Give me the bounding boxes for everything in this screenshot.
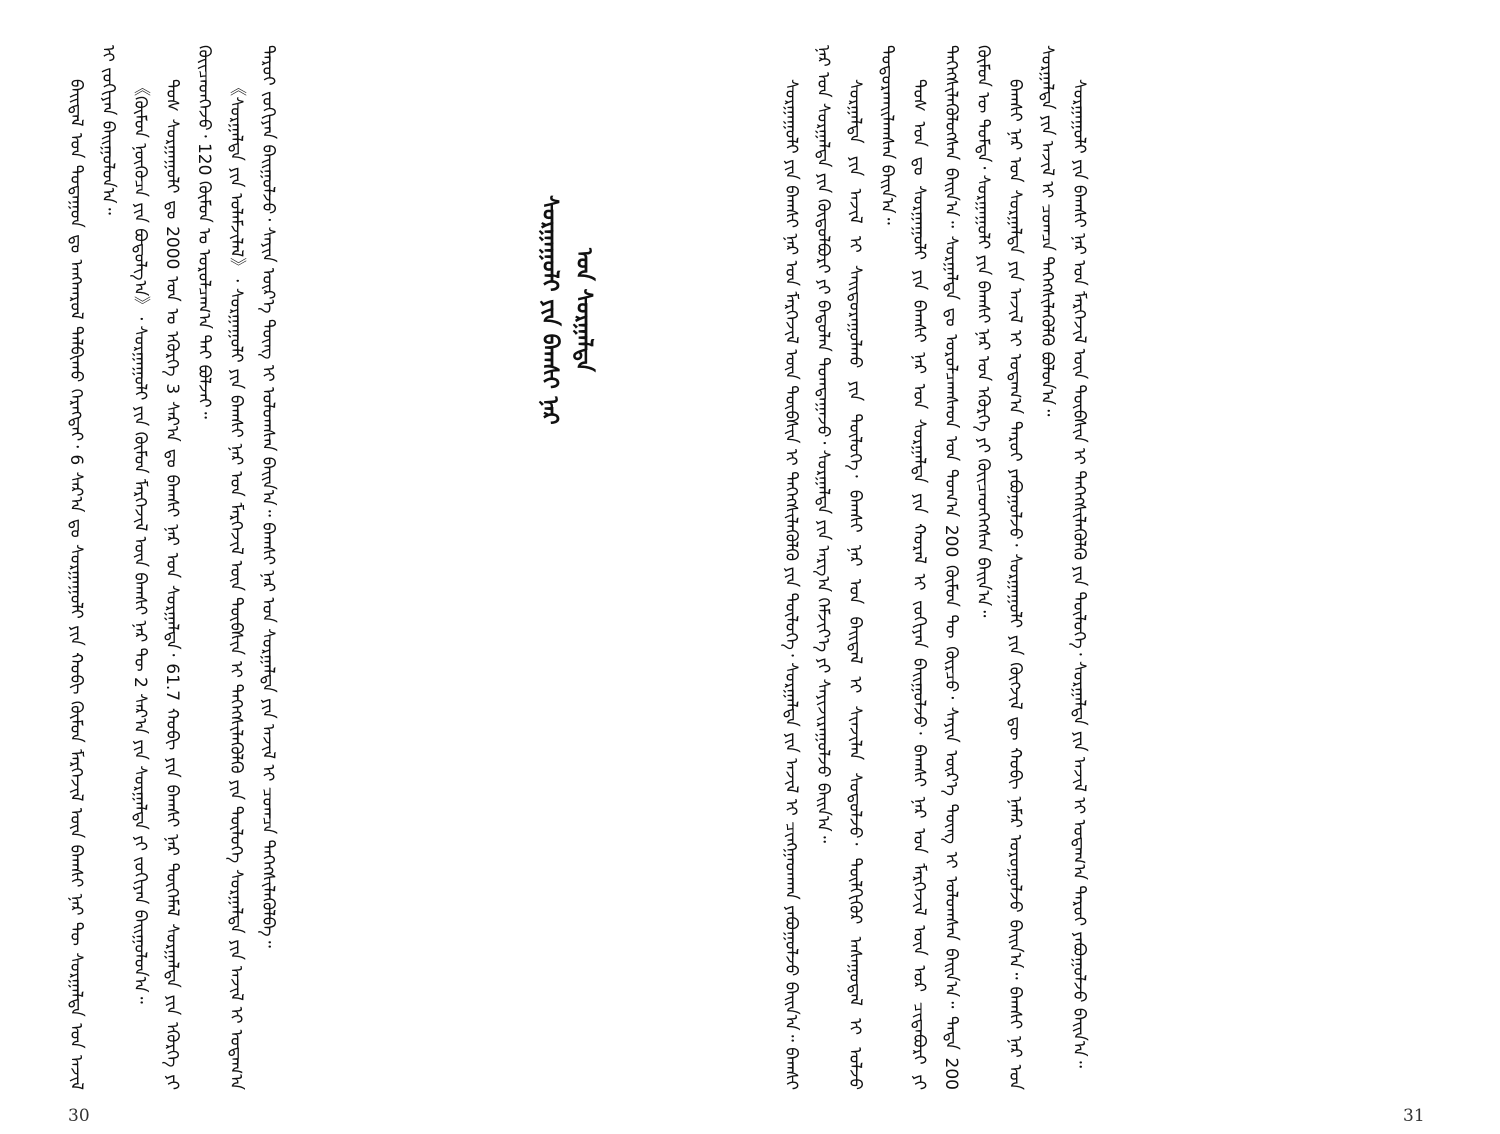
- paragraph: ᠲᠤᠰ ᠣᠨ ᠳᠤ ᠰᠤᠷᠭᠠᠭᠤᠯᠢ ᠶᠢᠨ ᠪᠠᠭᠰᠢ ᠨᠠᠷ ᠤᠨ ᠰᠤᠷᠭᠠᠯᠲᠠ ᠶᠢᠨ ᠬᠤᠷᠠᠯ ᠢ ᠵᠤᠬᠢᠶᠠᠨ ᠪᠠᠢᠭᠤᠯᠵᠤ᠂ ᠪᠠᠭᠰᠢ ᠨᠠᠷ ᠤᠨ ᠮᠡᠷᠭᠡᠵᠢᠯ ᠦᠨ ᠤᠷ ᠴᠢᠳᠠᠪᠤᠷᠢ ᠶᠢ ᠳᠡᠭᠡᠭᠰᠢᠯᠡᠭᠦᠯᠦᠭᠰᠡᠨ ᠪᠠᠢᠨ᠎ᠠ᠃ ᠰᠤᠷᠭᠠᠯᠲᠠ ᠳᠤ ᠣᠷᠤᠯᠴᠠᠭᠰᠠᠳ ᠤᠨ ᠲᠣᠭ᠎ᠠ 200 ᠬᠦᠮᠦᠨ ᠲᠦ ᠬᠦᠷᠴᠦ᠂ ᠰᠠᠶᠢᠨ ᠦᠷ᠎ᠡ ᠳᠦᠩ ᠢ ᠣᠯᠤᠭᠰᠠᠨ ᠪᠠᠢᠨ᠎ᠠ᠃ ᠲᠡᠳᠡ 200 ᠬᠦᠮᠦᠨ ᠦ ᠳᠤᠮᠳᠠ᠂ ᠰᠤᠷᠭᠠᠭᠤᠯᠢ ᠶᠢᠨ ᠪᠠᠭᠰᠢ ᠨᠠᠷ ᠤᠨ ᠡᠭᠦᠷᠭᠡ ᠶᠢ ᠭᠦᠢᠴᠡᠳᠭᠡᠭᠰᠡᠨ ᠪᠠᠢᠨ᠎ᠠ᠃: [909, 45, 993, 1090]
- paragraph: ᠪᠠᠢᠳᠠᠯ ᠤᠨ ᠳᠤᠲᠠᠭᠤᠨ ᠳᠤ ᠠᠩᠬᠠᠷᠤᠯ ᠲᠠᠯᠪᠢᠬᠤ ᠬᠡᠷᠡᠭᠲᠡᠢ᠂ 6 ᠰᠠᠷ᠎ᠠ ᠳᠤ ᠰᠤᠷᠭᠠᠭᠤᠯᠢ ᠶᠢᠨ ᠬᠤᠪᠢ ᠬᠦᠮᠦᠨ ᠮᠡᠷᠭᠡᠵᠢᠯ ᠦᠨ ᠪᠠᠭᠰᠢ ᠨᠠᠷ ᠲᠦ ᠰᠤᠷᠭᠠᠯᠲᠠ ᠤᠨ ᠠᠵᠢᠯ ᠢ ᠵᠤᠬᠢᠶᠠᠨ ᠪᠠᠢᠭᠤᠯᠤᠨ᠎ᠠ᠃: [66, 45, 118, 1090]
- paragraph: ᠰᠤᠷᠭᠠᠭᠤᠯᠢ ᠶᠢᠨ ᠪᠠᠭᠰᠢ ᠨᠠᠷ ᠤᠨ ᠮᠡᠷᠭᠡᠵᠢᠯ ᠦᠨ ᠲᠦᠪᠰᠢᠨ ᠢ ᠳᠡᠭᠡᠭᠰᠢᠯᠡᠭᠦᠯᠬᠦ ᠶᠢᠨ ᠲᠥᠯᠥᠭᠡ᠂ ᠰᠤᠷᠭᠠᠯᠲᠠ ᠶᠢᠨ ᠠᠵᠢᠯ ᠢ ᠴᠢᠩᠭᠠᠳᠬᠠᠨ ᠶᠠᠪᠤᠭᠤᠯᠵᠤ ᠪᠠᠢᠨ᠎ᠠ᠃ ᠪᠠᠭᠰᠢ ᠨᠠᠷ ᠤᠨ ᠰᠤᠷᠭᠠᠯᠲᠠ ᠶᠢᠨ ᠬᠥᠲᠥᠯᠪᠦᠷᠢ ᠶᠢ ᠪᠠᠲᠤᠯᠠᠨ ᠲᠣᠭᠲᠠᠭᠠᠵᠤ᠂ ᠰᠤᠷᠭᠠᠯᠲᠠ ᠶᠢᠨ ᠠᠷᠭ᠎ᠠ ᠬᠡᠮᠵᠢᠶ᠎ᠡ ᠶᠢ ᠰᠠᠶᠢᠵᠢᠷᠠᠭᠤᠯᠵᠤ ᠪᠠᠢᠨ᠎ᠠ᠃: [781, 45, 833, 1090]
- paragraph: ᠰᠤᠷᠭᠠᠭᠤᠯᠢ ᠶᠢᠨ ᠪᠠᠭᠰᠢ ᠨᠠᠷ ᠤᠨ ᠮᠡᠷᠭᠡᠵᠢᠯ ᠦᠨ ᠲᠦᠪᠰᠢᠨ ᠢ ᠳᠡᠭᠡᠭᠰᠢᠯᠡᠭᠦᠯᠬᠦ ᠶᠢᠨ ᠲᠥᠯᠥᠭᠡ᠂ ᠰᠤᠷᠭᠠᠯᠲᠠ ᠶᠢᠨ ᠠᠵᠢᠯ ᠢ ᠤᠳᠠᠭ᠎ᠠ ᠳᠠᠷᠤᠢ ᠶᠠᠪᠤᠭᠤᠯᠵᠤ ᠪᠠᠢᠨ᠎ᠠ᠃: [1069, 79, 1089, 1068]
- page-number-left: 30: [68, 1106, 90, 1126]
- paragraph: 《ᠬᠦᠮᠦᠨ ᠨᠥᠭᠦᠴᠡ ᠶᠢᠨ ᠪᠣᠳᠣᠯᠭ᠎ᠠ》᠂ ᠰᠤᠷᠭᠠᠭᠤᠯᠢ ᠶᠢᠨ ᠬᠦᠮᠦᠨ ᠮᠡᠷᠭᠡᠵᠢᠯ ᠦᠨ ᠪᠠᠭᠰᠢ ᠨᠠᠷ ᠲᠦ 2 ᠰᠠᠷ᠎ᠠ ᠶᠢᠨ ᠰᠤᠷᠭᠠᠯᠲᠠ ᠶᠢ ᠵᠤᠬᠢᠶᠠᠨ ᠪᠠᠢᠭᠤᠯᠤᠨ᠎ᠠ᠃: [130, 79, 150, 1004]
- paragraph: ᠪᠠᠭᠰᠢ ᠨᠠᠷ ᠤᠨ ᠰᠤᠷᠭᠠᠯᠲᠠ ᠶᠢᠨ ᠠᠵᠢᠯ ᠢ ᠤᠳᠠᠭ᠎ᠠ ᠳᠠᠷᠤᠢ ᠶᠠᠪᠤᠭᠤᠯᠵᠤ᠂ ᠰᠤᠷᠭᠠᠭᠤᠯᠢ ᠶᠢᠨ ᠬᠥᠭᠵᠢᠯ ᠳᠦ ᠬᠤᠪᠢ ᠨᠡᠮᠡᠷ ᠣᠷᠤᠭᠤᠯᠵᠤ ᠪᠠᠢᠨ᠎ᠠ᠃ ᠪᠠᠭᠰᠢ ᠨᠠᠷ ᠤᠨ ᠰᠤᠷᠭᠠᠯᠲᠠ ᠶᠢᠨ ᠠᠵᠢᠯ ᠢ ᠴᠤᠭᠴᠠ ᠳᠡᠭᠡᠭᠰᠢᠯᠡᠭᠦᠯᠬᠦ ᠪᠣᠯᠣᠨ᠎ᠠ᠃: [1005, 45, 1057, 1090]
- paragraph: ᠰᠤᠷᠭᠠᠯᠲᠠ ᠶᠢᠨ ᠠᠵᠢᠯ ᠢ ᠰᠠᠢᠳᠤᠷᠠᠭᠤᠯᠬᠤ ᠶᠢᠨ ᠲᠥᠯᠥᠭᠡ᠂ ᠪᠠᠭᠰᠢ ᠨᠠᠷ ᠤᠨ ᠪᠠᠢᠳᠠᠯ ᠢ ᠰᠢᠨᠵᠢᠯᠡᠨ ᠰᠤᠳᠤᠯᠵᠤ᠂ ᠲᠦᠯᠬᠢᠭᠦᠷ ᠠᠰᠠᠭᠤᠳᠠᠯ ᠢ ᠣᠯᠵᠤ ᠲᠣᠳᠣᠷᠬᠠᠢᠯᠠᠭᠰᠠᠨ ᠪᠠᠢᠨ᠎ᠠ᠃: [845, 45, 897, 1090]
- right-page: [750, 0, 1500, 1134]
- section-title: ᠰᠤᠷᠭᠠᠭᠤᠯᠢ ᠶᠢᠨ ᠪᠠᠭᠰᠢ ᠨᠠᠷ ᠤᠨ ᠰᠤᠷᠭᠠᠯᠲᠠ: [537, 195, 596, 425]
- page-number-right: 31: [1403, 1106, 1425, 1126]
- paragraph: 《ᠰᠤᠷᠭᠠᠯᠲᠠ ᠶᠢᠨ ᠤᠯᠠᠮᠵᠢᠯᠠᠯ》᠂ ᠰᠤᠷᠭᠠᠭᠤᠯᠢ ᠶᠢᠨ ᠪᠠᠭᠰᠢ ᠨᠠᠷ ᠤᠨ ᠮᠡᠷᠭᠡᠵᠢᠯ ᠦᠨ ᠲᠦᠪᠰᠢᠨ ᠢ ᠳᠡᠭᠡᠭᠰᠢᠯᠡᠭᠦᠯᠬᠦ ᠶᠢᠨ ᠲᠥᠯᠥᠭᠡ ᠰᠤᠷᠭᠠᠯᠲᠠ ᠶᠢᠨ ᠠᠵᠢᠯ ᠢ ᠤᠳᠠᠭ᠎ᠠ ᠳᠠᠷᠤᠢ ᠵᠤᠬᠢᠶᠠᠨ ᠪᠠᠢᠭᠤᠯᠵᠤ᠂ ᠰᠠᠶᠢᠨ ᠦᠷ᠎ᠡ ᠳᠦᠩ ᠢ ᠣᠯᠤᠭᠰᠠᠨ ᠪᠠᠢᠨ᠎ᠠ᠃ ᠪᠠᠭᠰᠢ ᠨᠠᠷ ᠤᠨ ᠰᠤᠷᠭᠠᠯᠲᠠ ᠶᠢᠨ ᠠᠵᠢᠯ ᠢ ᠴᠤᠭᠴᠠ ᠳᠡᠭᠡᠭᠰᠢᠯᠡᠭᠦᠯᠪᠡ᠃: [226, 45, 278, 1090]
- right-page-body: [775, 45, 1475, 1090]
- paragraph: ᠲᠤᠰ ᠰᠤᠷᠭᠠᠭᠤᠯᠢ ᠳᠤ 2000 ᠣᠨ ᠤ ᠡᠭᠦᠷᠭᠡ 3 ᠰᠠᠷ᠎ᠠ ᠳᠤ ᠪᠠᠭᠰᠢ ᠨᠠᠷ ᠤᠨ ᠰᠤᠷᠭᠠᠯᠲᠠ᠂ 61.7 ᠬᠤᠪᠢ ᠶᠢᠨ ᠪᠠᠭᠰᠢ ᠨᠠᠷ ᠲᠦᠭᠡᠮᠡᠯ ᠰᠤᠷᠭᠠᠯᠲᠠ ᠶᠢᠨ ᠡᠭᠦᠷᠭᠡ ᠶᠢ ᠭᠦᠢᠴᠡᠳᠭᠡᠵᠦ᠂ 120 ᠬᠦᠮᠦᠨ ᠤ ᠤᠷᠤᠯᠴᠠᠭ᠎ᠠ ᠲᠠᠢ ᠪᠣᠯᠵᠠᠢ᠃: [162, 45, 214, 1090]
